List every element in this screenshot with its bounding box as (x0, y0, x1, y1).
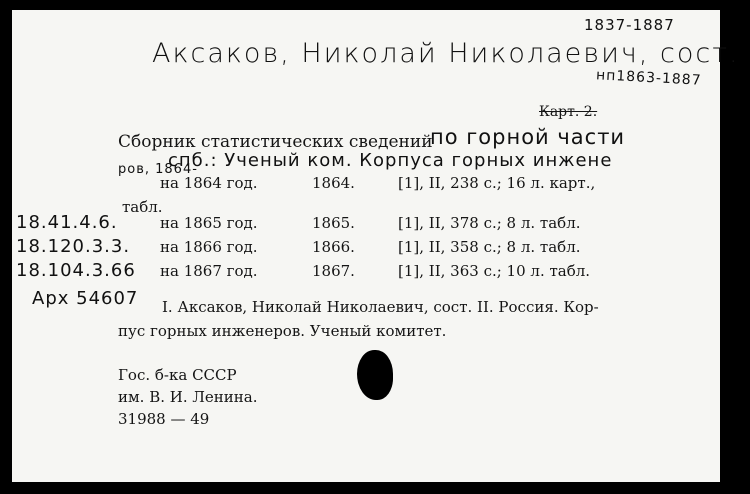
catalog-card (12, 10, 740, 482)
library-name-1: Гос. б-ка СССР (118, 366, 237, 384)
row-year: на 1866 год. (160, 238, 258, 256)
title-typed: Сборник статистических сведений (118, 132, 433, 152)
row-pub: 1867. (312, 262, 355, 280)
author-name: Аксаков, Николай Николаевич, (152, 38, 650, 69)
call-number: 18.104.3.66 (16, 260, 136, 281)
row-pub: 1866. (312, 238, 355, 256)
row-desc: [1], II, 238 с.; 16 л. карт., (398, 174, 596, 192)
author-heading (152, 38, 740, 69)
title-handwritten-2: спб.: Ученый ком. Корпуса горных инжене (168, 150, 613, 171)
card-number: 31988 — 49 (118, 410, 210, 428)
struck-note: Карт. 2. (539, 104, 598, 120)
call-number: 18.120.3.3. (16, 236, 131, 257)
row-year: на 1865 год. (160, 214, 258, 232)
library-name-2: им. В. И. Ленина. (118, 388, 258, 406)
call-number: 18.41.4.6. (16, 212, 118, 233)
row-year: на 1864 год. (160, 174, 258, 192)
ink-stamp (357, 350, 393, 400)
row-desc: [1], II, 358 с.; 8 л. табл. (398, 238, 581, 256)
years-top: 1837-1887 (584, 16, 675, 34)
row-pub: 1864. (312, 174, 355, 192)
title-handwritten-3: ров, 1864- (118, 162, 198, 177)
row-continuation: табл. (122, 198, 163, 216)
archive-number: Арх 54607 (32, 288, 139, 309)
subject-entry-1: I. Аксаков, Николай Николаевич, сост. II. Россия. Кор- (162, 298, 599, 316)
row-year: на 1867 год. (160, 262, 258, 280)
subject-entry-2: пус горных инженеров. Ученый комитет. (118, 322, 447, 340)
author-role: сост. (660, 38, 740, 69)
row-desc: [1], II, 378 с.; 8 л. табл. (398, 214, 581, 232)
years-mid: нп1863-1887 (595, 67, 702, 89)
title-handwritten-1: по горной части (430, 125, 626, 149)
row-desc: [1], II, 363 с.; 10 л. табл. (398, 262, 591, 280)
row-pub: 1865. (312, 214, 355, 232)
